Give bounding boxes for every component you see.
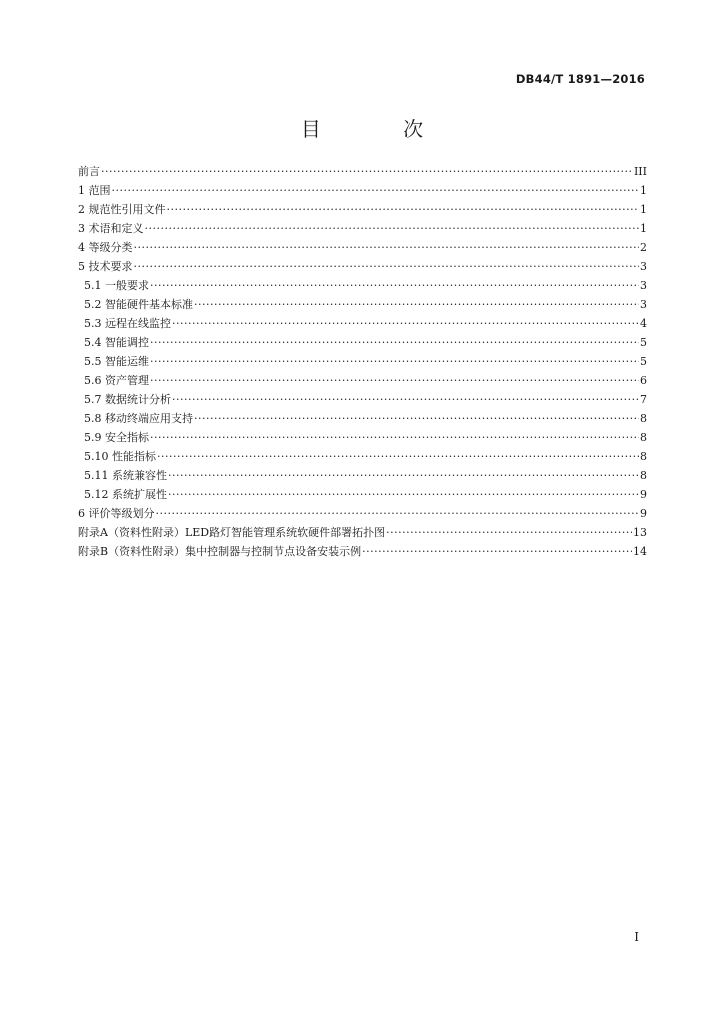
toc-leader-dots: [168, 466, 639, 485]
toc-entry-label: 前言: [78, 165, 100, 178]
toc-leader-dots: [150, 352, 639, 371]
toc-entry[interactable]: [78, 333, 647, 352]
table-of-contents: [78, 162, 647, 561]
toc-entry-label: 5.7 数据统计分析: [84, 393, 171, 406]
toc-entry[interactable]: [78, 181, 647, 200]
toc-entry-label: 5.5 智能运维: [84, 355, 149, 368]
toc-entry[interactable]: [78, 390, 647, 409]
toc-entry-label: 5.6 资产管理: [84, 374, 149, 387]
toc-leader-dots: [157, 447, 639, 466]
toc-entry-page: 14: [633, 545, 647, 558]
toc-entry[interactable]: [78, 542, 647, 561]
toc-entry[interactable]: [78, 428, 647, 447]
toc-entry-label: 2 规范性引用文件: [78, 203, 166, 216]
toc-entry-label: 5.4 智能调控: [84, 336, 149, 349]
toc-entry-page: 8: [640, 450, 647, 463]
toc-entry-label: 3 术语和定义: [78, 222, 144, 235]
toc-entry-label: 5.10 性能指标: [84, 450, 156, 463]
toc-leader-dots: [150, 428, 639, 447]
toc-leader-dots: [150, 276, 639, 295]
toc-leader-dots: [134, 238, 640, 257]
toc-entry-label: 5 技术要求: [78, 260, 133, 273]
toc-leader-dots: [172, 390, 639, 409]
toc-entry[interactable]: [78, 447, 647, 466]
toc-leader-dots: [167, 200, 640, 219]
toc-entry[interactable]: [78, 238, 647, 257]
toc-entry[interactable]: [78, 485, 647, 504]
toc-entry[interactable]: [78, 200, 647, 219]
toc-entry-label: 附录B（资料性附录）集中控制器与控制节点设备安装示例: [78, 545, 362, 558]
toc-entry[interactable]: [78, 314, 647, 333]
toc-entry-page: 6: [640, 374, 647, 387]
toc-leader-dots: [386, 523, 632, 542]
toc-leader-dots: [145, 219, 640, 238]
toc-entry[interactable]: [78, 409, 647, 428]
toc-entry[interactable]: [78, 523, 647, 542]
toc-entry-page: 3: [640, 260, 647, 273]
toc-entry[interactable]: [78, 295, 647, 314]
toc-entry-page: 4: [640, 317, 647, 330]
toc-entry-label: 5.1 一般要求: [84, 279, 149, 292]
toc-entry-page: 3: [640, 298, 647, 311]
toc-entry-label: 6 评价等级划分: [78, 507, 155, 520]
toc-leader-dots: [112, 181, 640, 200]
toc-entry[interactable]: [78, 504, 647, 523]
toc-entry[interactable]: [78, 466, 647, 485]
toc-leader-dots: [172, 314, 639, 333]
page-number: I: [634, 930, 639, 944]
standard-code: DB44/T 1891—2016: [515, 72, 645, 86]
page-title: 目 次: [300, 117, 462, 141]
toc-entry-page: 7: [640, 393, 647, 406]
toc-entry-label: 5.3 远程在线监控: [84, 317, 171, 330]
toc-entry[interactable]: [78, 219, 647, 238]
toc-entry-page: 5: [640, 336, 647, 349]
toc-entry-page: 1: [640, 222, 647, 235]
toc-entry-label: 5.12 系统扩展性: [84, 488, 167, 501]
toc-leader-dots: [101, 162, 633, 181]
toc-entry-label: 5.11 系统兼容性: [84, 469, 167, 482]
toc-entry[interactable]: [78, 162, 647, 181]
toc-entry-label: 1 范围: [78, 184, 111, 197]
toc-entry-label: 4 等级分类: [78, 241, 133, 254]
toc-entry-page: 3: [640, 279, 647, 292]
toc-entry-page: 8: [640, 431, 647, 444]
toc-entry-label: 5.2 智能硬件基本标准: [84, 298, 193, 311]
toc-leader-dots: [194, 409, 639, 428]
toc-leader-dots: [168, 485, 639, 504]
toc-entry-page: 2: [640, 241, 647, 254]
toc-entry[interactable]: [78, 371, 647, 390]
toc-entry[interactable]: [78, 257, 647, 276]
toc-leader-dots: [156, 504, 640, 523]
toc-entry-label: 5.8 移动终端应用支持: [84, 412, 193, 425]
toc-entry[interactable]: [78, 352, 647, 371]
toc-entry-label: 附录A（资料性附录）LED路灯智能管理系统软硬件部署拓扑图: [78, 526, 386, 539]
toc-leader-dots: [362, 542, 632, 561]
toc-leader-dots: [150, 333, 639, 352]
toc-entry[interactable]: [78, 276, 647, 295]
toc-entry-page: 1: [640, 203, 647, 216]
toc-leader-dots: [194, 295, 639, 314]
toc-entry-page: 5: [640, 355, 647, 368]
toc-entry-page: 8: [640, 412, 647, 425]
toc-entry-page: 13: [633, 526, 647, 539]
toc-leader-dots: [150, 371, 639, 390]
toc-entry-page: 8: [640, 469, 647, 482]
toc-entry-page: 9: [640, 507, 647, 520]
toc-leader-dots: [134, 257, 640, 276]
toc-entry-page: 1: [640, 184, 647, 197]
toc-entry-label: 5.9 安全指标: [84, 431, 149, 444]
toc-entry-page: III: [633, 165, 647, 178]
toc-entry-page: 9: [640, 488, 647, 501]
